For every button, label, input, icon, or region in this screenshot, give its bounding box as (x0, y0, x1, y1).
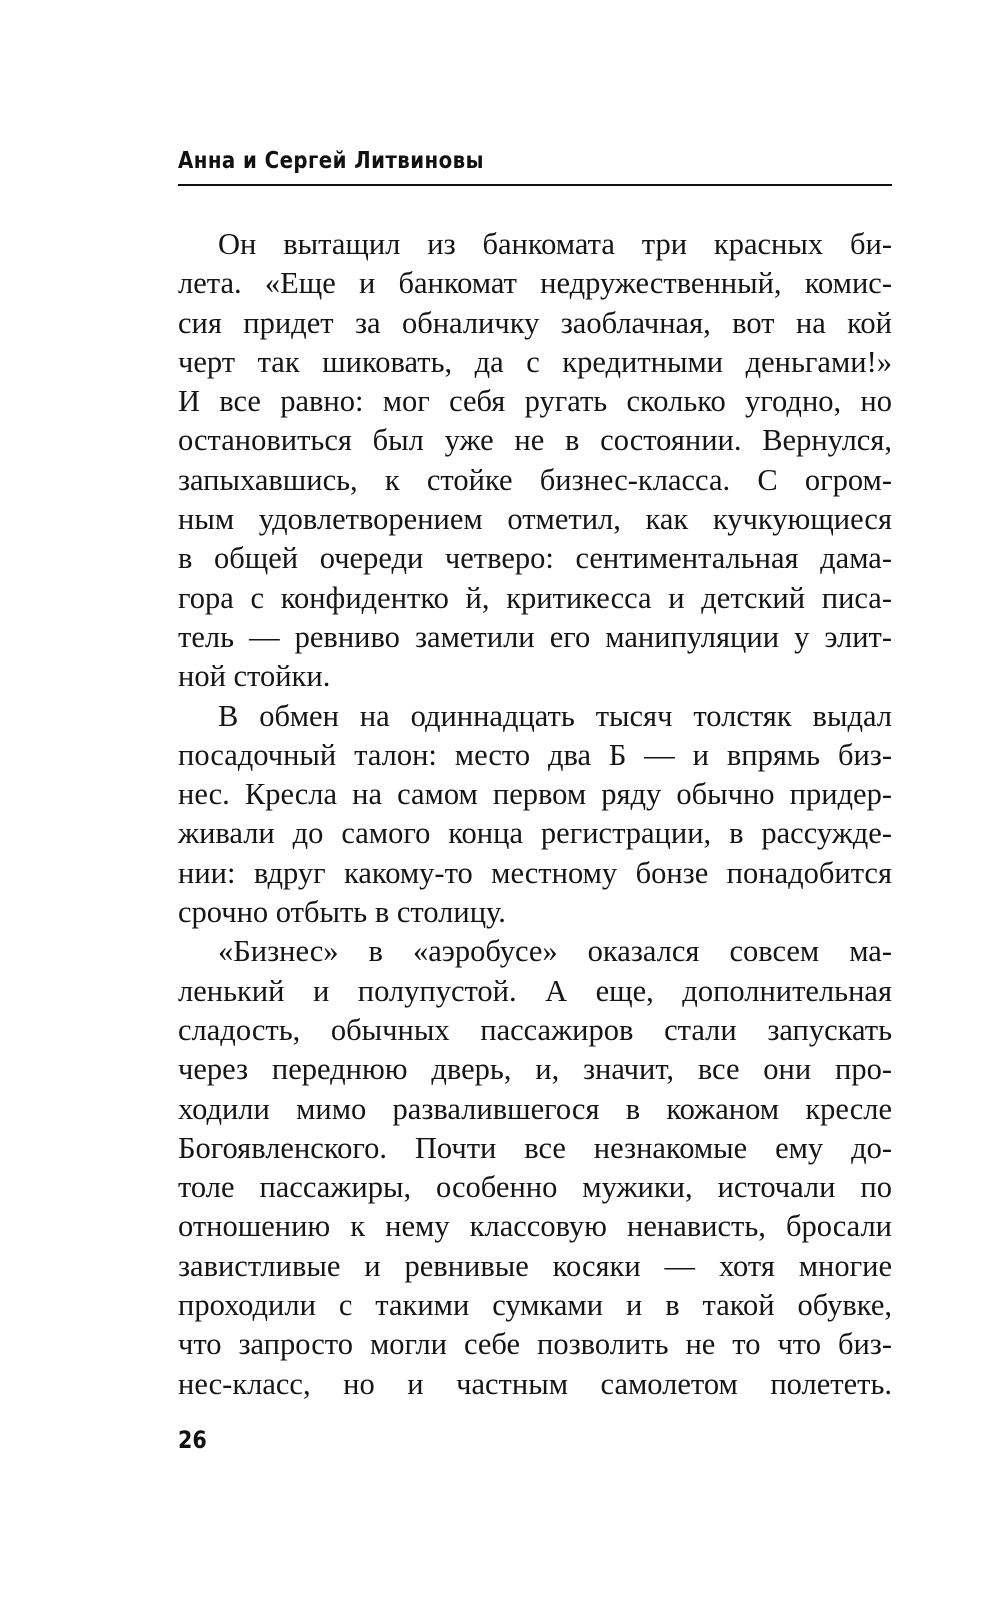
text-line: ной стойки. (178, 659, 331, 694)
text-line: черт так шиковать, да с кредитными деньгами!» (178, 344, 892, 379)
text-line: ным удовлетворением отметил, как кучкующиеся (178, 502, 892, 537)
text-line: отношению к нему классовую ненависть, бросали (178, 1209, 892, 1244)
header-rule (178, 184, 892, 186)
text-line: посадочный талон: место два Б — и впрямь биз- (178, 737, 892, 772)
text-line: остановиться был уже не в состоянии. Вернулся, (178, 423, 892, 458)
text-line: в общей очереди четверо: сентиментальная дама- (178, 541, 892, 576)
text-line: лета. «Еще и банкомат недружественный, комис- (178, 266, 892, 301)
text-line: нии: вдруг какому-то местному бонзе понадобится (178, 855, 892, 890)
text-line: нес. Кресла на самом первом ряду обычно придер- (178, 777, 892, 812)
text-line: запыхавшись, к стойке бизнес-класса. С огром- (178, 462, 892, 497)
text-line: ленький и полупустой. А еще, дополнительная (178, 973, 892, 1008)
text-line: сладость, обычных пассажиров стали запускать (178, 1012, 892, 1047)
body-text (178, 225, 892, 1404)
paragraph-3 (178, 932, 892, 1404)
text-line: Он вытащил из банкомата три красных би- (218, 227, 892, 261)
text-line: «Бизнес» в «аэробусе» оказался совсем ма- (218, 934, 892, 969)
text-line: ходили мимо развалившегося в кожаном кресле (178, 1091, 892, 1126)
text-line: через переднюю дверь, и, значит, все они про- (178, 1052, 892, 1087)
text-line: нес-класс, но и частным самолетом полететь. (178, 1366, 892, 1401)
text-line: завистливые и ревнивые косяки — хотя многие (178, 1248, 892, 1283)
text-line: что запросто могли себе позволить не то что биз- (178, 1327, 892, 1362)
page-number: 26 (178, 1426, 207, 1454)
text-line: И все равно: мог себя ругать сколько угодно, но (178, 384, 892, 419)
text-line: толе пассажиры, особенно мужики, источали по (178, 1170, 892, 1205)
text-line: живали до самого конца регистрации, в рассужде- (178, 816, 892, 851)
text-line: срочно отбыть в столицу. (178, 895, 506, 930)
text-line: проходили с такими сумками и в такой обувке, (178, 1288, 892, 1323)
running-head-authors: Анна и Сергей Литвиновы (178, 148, 484, 174)
text-line: гора с конфидентко й, критикесса и детский писа- (178, 580, 892, 615)
paragraph-2 (178, 697, 892, 933)
text-line: В обмен на одиннадцать тысяч толстяк выдал (218, 698, 892, 733)
paragraph-1 (178, 225, 892, 697)
text-line: сия придет за обналичку заоблачная, вот на кой (178, 305, 892, 340)
text-line: тель — ревниво заметили его манипуляции у элит- (178, 619, 892, 654)
text-line: Богоявленского. Почти все незнакомые ему до- (178, 1130, 892, 1165)
